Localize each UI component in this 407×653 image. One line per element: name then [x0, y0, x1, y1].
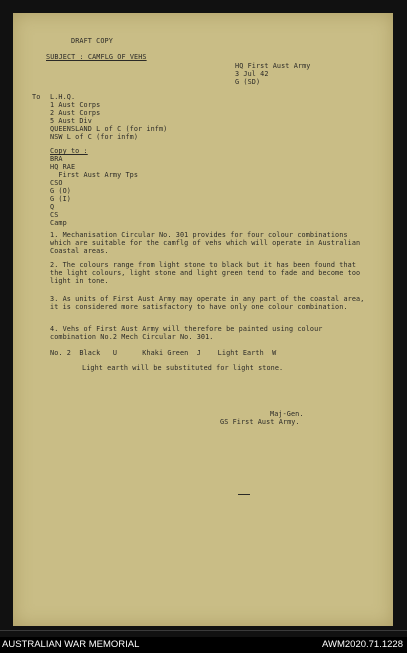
caption-bar	[0, 637, 407, 653]
to-item: QUEENSLAND L of C (for infm)	[50, 125, 168, 133]
copy-item: BRA	[50, 155, 63, 163]
paragraph-3: 3. As units of First Aust Army may operate in any part of the coastal area, it is considered more satisfactory to have only one colour combination.	[50, 295, 365, 311]
copy-item: CS	[50, 211, 59, 219]
copy-item: G (I)	[50, 195, 71, 203]
to-item: 2 Aust Corps	[50, 109, 101, 117]
divider	[0, 630, 407, 631]
to-item: NSW L of C (for infm)	[50, 133, 139, 141]
signature-title: GS First Aust Army.	[220, 418, 300, 426]
to-item: L.H.Q.	[50, 93, 76, 101]
to-label: To	[32, 93, 41, 101]
paragraph-2: 2. The colours range from light stone to black but it has been found that the light colours, light stone and light green tend to fade and become too light in tone.	[50, 261, 361, 285]
substitution-note: Light earth will be substituted for light stone.	[82, 364, 284, 372]
copy-item: Q	[50, 203, 55, 211]
pen-mark	[238, 494, 250, 495]
signature-rank: Maj-Gen.	[270, 410, 304, 418]
subject-line: SUBJECT : CAMFLG OF VEHS	[46, 53, 147, 61]
institution-name: AUSTRALIAN WAR MEMORIAL	[2, 639, 140, 650]
paragraph-4: 4. Vehs of First Aust Army will therefore be painted using colour combination No.2 Mech Circular No. 301.	[50, 325, 323, 341]
hq-line: HQ First Aust Army	[235, 62, 311, 70]
copy-item: Camp	[50, 219, 67, 227]
accession-number: AWM2020.71.1228	[322, 639, 403, 650]
paragraph-1: 1. Mechanisation Circular No. 301 provides for four colour combinations which are suitable for the camflg of vehs which will operate in Australian Coastal areas.	[50, 231, 361, 255]
date-line: 3 Jul 42	[235, 70, 269, 78]
copy-to-label: Copy to :	[50, 147, 88, 155]
ref-line: G (SD)	[235, 78, 261, 86]
copy-item: G (O)	[50, 187, 71, 195]
copy-item: HQ RAE	[50, 163, 76, 171]
copy-item: CSO	[50, 179, 63, 187]
to-item: 1 Aust Corps	[50, 101, 101, 109]
document-page	[13, 13, 393, 626]
draft-copy-heading: DRAFT COPY	[71, 37, 113, 45]
to-item: 5 Aust Div	[50, 117, 92, 125]
copy-item: First Aust Army Tps	[50, 171, 139, 179]
colour-combination-line: No. 2 Black U Khaki Green J Light Earth W	[50, 349, 277, 357]
